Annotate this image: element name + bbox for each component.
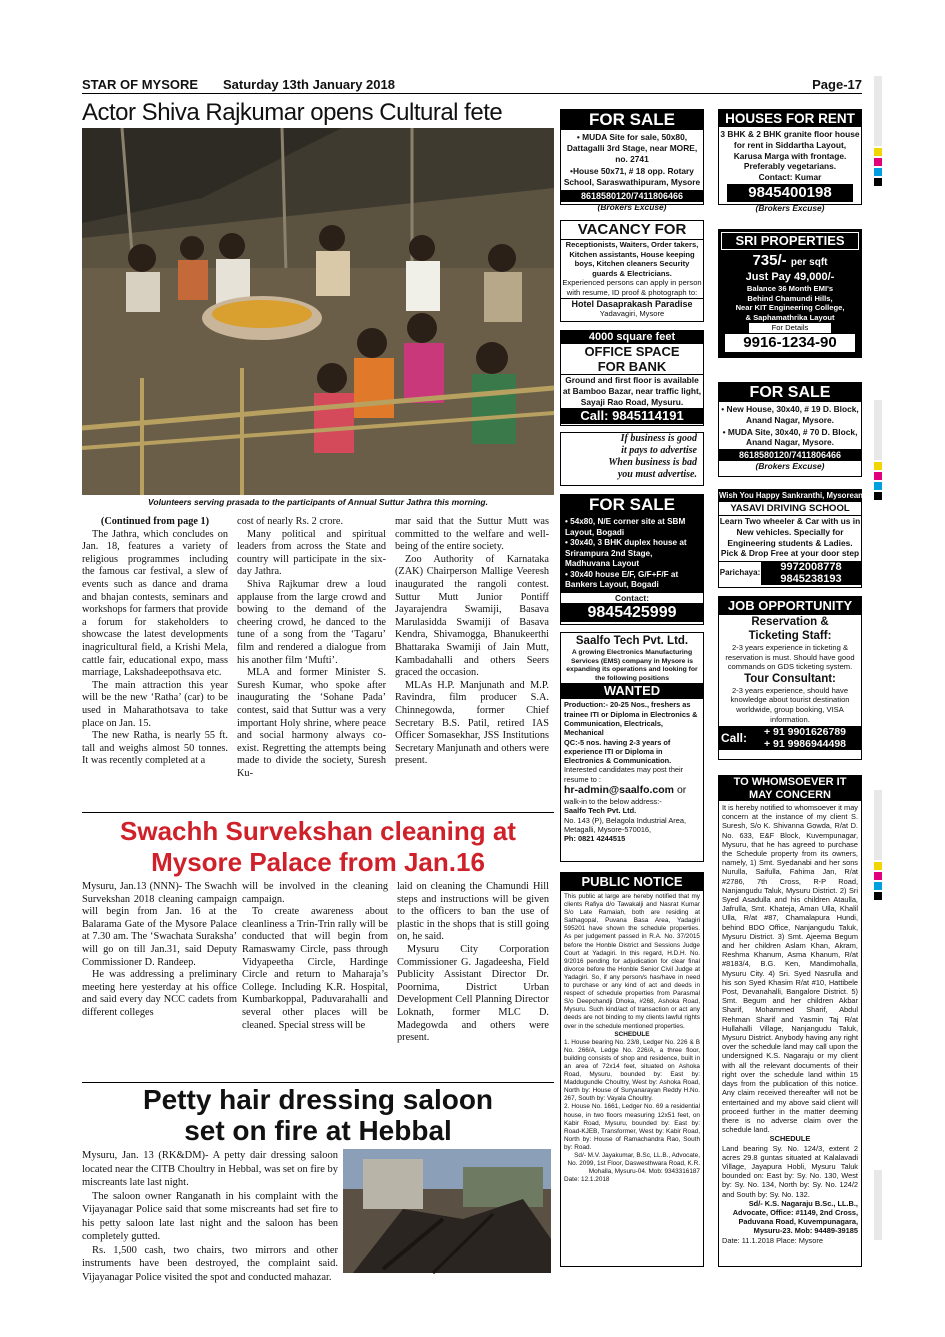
ad-for-sale-1 <box>560 109 704 212</box>
ad-saalfo <box>560 632 704 862</box>
ad-line: you must advertise. <box>617 469 697 480</box>
color-mark <box>874 892 882 900</box>
ad-hotel: Hotel Dasaprakash Paradise <box>561 298 703 310</box>
story1-column-1 <box>82 516 228 810</box>
ad-title: OFFICE SPACE <box>584 344 680 359</box>
ad-vacancy <box>560 220 704 322</box>
ad-title: PUBLIC NOTICE <box>561 873 703 891</box>
ad-contact-label: Contact: <box>615 592 649 603</box>
ad-line: Just Pay 49,000/- <box>745 271 835 283</box>
ad-line: Experienced persons can apply in person with resume, ID proof & photograph to: <box>562 278 702 297</box>
ad-line: Tour Consultant: <box>744 672 836 685</box>
schedule-item: Land bearing Sy. No. 124/3, extent 2 acres 29.8 guntas situated at Kalalavadi Village, Jayapura Hobli, Mysuru Taluk bounded on: East by: Sy. No. 130, West by: Sy. No. 134, North by: Sy. No. 124/2 and South by: Sy. No. 132. <box>722 1143 858 1199</box>
schedule-heading: SCHEDULE <box>769 1134 811 1144</box>
ad-contact: Contact: Kumar <box>758 172 822 183</box>
continued-note: (Continued from page 1) <box>100 516 210 527</box>
ad-line: or <box>676 784 687 797</box>
color-mark <box>874 872 882 880</box>
story2-column-2 <box>242 881 388 1081</box>
ad-phone: 9916-1234-90 <box>725 334 855 352</box>
ad-phone: 9972008778 <box>780 561 842 574</box>
ad-phone: 9845400198 <box>727 184 853 202</box>
ad-banner: Wish You Happy Sankranthi, Mysoreans <box>719 491 868 500</box>
ad-phone: 9845238193 <box>780 572 842 585</box>
paragraph: Mysuru City Corporation Commissioner G. Jagadeesha, Field Publicity Assistant Director Dr. Poornima, District Urban Development Cell Planning Director Loknath, former MLC D. Madegowda and others were present. <box>397 943 549 1044</box>
paragraph: cost of nearly Rs. 2 crore. <box>237 516 344 527</box>
paragraph: To create awareness about cleanliness a Trin-Trin rally will be conducted that will begin from Ramaswamy Circle, pass through Vidyapeetha Circle, Hardinge Circle and return to Maharaja’s College. Including K.R. Hospital, Kumbarkoppal, Paduvarahalli and several other places will be cleaned. Special stress will be <box>242 906 388 1031</box>
ad-title: TO WHOMSOEVER IT <box>719 776 861 789</box>
ad-for-sale-2 <box>560 494 704 625</box>
paragraph: The Jathra, which concludes on Jan. 18, features a variety of religious programmes including the famous car festival, a slew of events such as dance and drama and bhajan contests, seminars and workshops for farmers that provide a forum for stakeholders to showcase the latest developments inagricultural field, a Krishi Mela, cattle fair, educational expo, mass marriage, Lakshadeepothsava etc. <box>82 528 228 679</box>
ad-title: JOB OPPORTUNITY <box>719 597 861 615</box>
ad-note: (Brokers Excuse) <box>755 461 825 472</box>
ad-title: FOR SALE <box>719 383 861 402</box>
ad-line: • New House, 30x40, # 19 D. Block, Anand Nagar, Mysore. <box>721 404 859 425</box>
ad-line: 2-3 years experience, should have knowledge about tourist destination worldwide, group booking, VISA information. <box>730 685 850 724</box>
ad-line: For Details <box>749 323 831 333</box>
color-mark <box>874 862 882 870</box>
page-number: Page-17 <box>812 77 862 92</box>
registration-strip <box>874 76 882 146</box>
ad-yasavi-driving-school <box>718 489 868 588</box>
color-mark <box>874 158 882 166</box>
ad-label: Call: <box>720 730 747 745</box>
registration-strip <box>874 400 882 460</box>
ad-phone: Ph: 0821 4244515 <box>564 834 626 844</box>
ad-line: Ground and first floor is available at Bamboo Bazar, near traffic light, Sayaji Rao Road, Mysuru. <box>562 375 702 407</box>
color-mark <box>874 148 882 156</box>
ad-place: Yadavagiri, Mysore <box>599 309 665 319</box>
story2-headline-line1: Swachh Survekshan cleaning at <box>120 816 516 846</box>
ad-line: Pick & Drop Free at your door step <box>720 548 860 559</box>
issue-date: Saturday 13th January 2018 <box>223 77 395 92</box>
ad-houses-for-rent <box>718 109 862 213</box>
ad-line: If business is good <box>620 433 697 444</box>
ad-line: 3 BHK & 2 BHK granite floor house for rent in Siddartha Layout, Karusa Marga with frontage. Preferably vegetarians. <box>720 129 860 172</box>
paragraph: MLAs H.P. Manjunath and M.P. Ravindra, film producer S.A. Chinnegowda, former Chief Secretary B.S. Patil, retired IAS Officer Somasekhar, JSS Institutions Secretary Manjunath and others were present. <box>395 679 549 767</box>
ad-phone: 8618580120/7411806466 <box>561 190 703 202</box>
ad-title: MAY CONCERN <box>719 789 861 802</box>
ad-line: & Saphamathrika Layout <box>745 312 835 322</box>
ad-title: FOR SALE <box>561 495 703 515</box>
ad-line: Reservation & <box>751 616 829 628</box>
paragraph: Rs. 1,500 cash, two chairs, two mirrors and other instruments have been destroyed, the complaint said. Vijayanagar Police visited the spot and conducted mahazar. <box>82 1244 338 1283</box>
ad-label: Parichaya: <box>719 568 761 578</box>
paragraph: Mysuru, Jan.13 (NNN)- The Swachh Survekshan 2018 cleaning campaign will begin from Jan. 16 at the Balarama Gate of the Mysore Palace at 7.30 am. The ‘Swachata Suraksha’ will go on till Jan.31, said Deputy Commissioner D. Randeep. <box>82 881 237 968</box>
notice-body: This public at large are hereby notified that my clients Rafiya d/o Tawakalji and Nasrat Kumar S/o Late Ramaiah, both are residing at Sathagopal, Puvana Basa Area, Yadagiri 595201 have shown the schedule properties. As per judgement passed in R.A. No. 37/2015 before the Honble District and Sessions Judge Court at Yadagiri. In this regard, H.D.H. No. 9/2016 pending for adjudication for clear final divorce before the Honble Senior Civil Judge at Yadagiri. So, if any person/s has/have in need to purchase or any kind of act and deeds in respect of schedule properties from Parasmal S/o Deepchandji Dhoka, #268, Ashoka Road, Mysuru. Such kind/act of transaction or act any deeds are not binding to my clients lawful rights over in the schedule mentioned properties. <box>564 893 700 1030</box>
story1-column-3 <box>395 516 549 810</box>
ad-title: HOUSES FOR RENT <box>719 110 861 127</box>
ad-line: Interested candidates may post their resume to : <box>564 765 684 784</box>
paragraph: laid on cleaning the Chamundi Hill steps and instructions will be given to the officers to ban the use of plastic in the shops that is still going on, he said. <box>397 881 549 943</box>
ad-note: (Brokers Excuse) <box>755 202 825 213</box>
ad-line: • MUDA Site for sale, 50x80, Dattagalli 3rd Stage, near MORE, no. 2741 <box>566 132 698 164</box>
saloon-fire-photo <box>343 1149 551 1273</box>
color-mark <box>874 482 882 490</box>
ad-line: • 30x40, 3 BHK duplex house at Srirampura 2nd Stage, Madhuvana Layout <box>565 538 687 568</box>
ad-line: • 30x40 house E/F, G/F+F/F at Bankers Layout, Bogadi <box>565 569 679 589</box>
ad-line: Saalfo Tech Pvt. Ltd. <box>564 806 637 816</box>
ad-line: QC:-5 nos. having 2-3 years of experience ITI or Diploma in Electronics & Communication. <box>564 737 672 766</box>
color-mark <box>874 472 882 480</box>
story2-headline-line2: Mysore Palace from Jan.16 <box>151 847 485 877</box>
ad-phone: Call: 9845114191 <box>561 408 703 424</box>
paragraph: The saloon owner Ranganath in his complaint with the Vijayanagar Police said that some miscreants had set fire to his petty saloon late last night and the saloon has been completely gutted. <box>82 1190 338 1242</box>
ad-phone: 9845425999 <box>561 603 703 622</box>
ad-phone: 8618580120/7411806466 <box>719 449 861 461</box>
story3-body <box>82 1149 339 1283</box>
advocate-signature: Sd/- K.S. Nagaraju B.Sc., LL.B., Advocate, Office: #1149, 2nd Cross, Paduvana Road, Kuvempunagara, Mysuru-23. Mob: 94489-39185 <box>732 1198 858 1236</box>
advocate-signature: Sd/- M.V. Jayakumar, B.Sc, LL.B., Advocate, No. 2099, 1st Floor, Daswesthwara Road, K.R. Mohalla, Mysuru-04. Mob: 9343316187 <box>567 1152 700 1176</box>
ad-line: • 54x80, N/E corner site at SBM Layout, Bogadi <box>565 517 686 537</box>
story1-column-2 <box>237 516 386 810</box>
divider <box>82 812 554 813</box>
ad-line: Near KIT Engineering College, <box>735 303 845 313</box>
company-name: Saalfo Tech Pvt. Ltd. <box>575 635 689 647</box>
ad-title: 4000 square feet <box>561 331 703 344</box>
paper-name: STAR OF MYSORE <box>82 77 199 92</box>
ad-title: FOR SALE <box>561 110 703 130</box>
paragraph: Many political and spiritual leaders from across the State and country will participate in the six-day Jathra. <box>237 528 386 578</box>
ad-to-whomsoever <box>718 775 862 1267</box>
ad-line: When business is bad <box>608 457 697 468</box>
ad-line: Learn Two wheeler & Car with us in New vehicles. Specially for Engineering students & Ladies. <box>719 516 861 548</box>
ad-phone: + 91 9901626789 <box>763 726 847 739</box>
ad-sri-properties <box>718 229 862 358</box>
schedule-item: 2. House No. 1661, Ledger No. 69 a residential house, in two floors measuring 12x51 feet, on Kabir Road, Mysuru, bounded by: East by: Road-KJEB, Transformer, West by: Kabir Road, North by: House of Ramachandra Rao, South by: Road. <box>564 1103 700 1151</box>
ad-business-quote <box>560 432 704 486</box>
paragraph: Zoo Authority of Karnataka (ZAK) Chairperson Mallige Veeresh inaugurated the rangoli contest. Suttur Mutt Junior Pontiff Jayarajendra Swamiji, Basava Marulasidda Swamiji of Basava Kendra, Shivamogga, Bhanukeerthi Bhattaraka Swamiji of Jain Mutt, Kambadahalli and others Seers graced the occasion. <box>395 553 549 679</box>
paragraph: mar said that the Suttur Mutt was committed to the welfare and well-being of the entire society. <box>395 516 549 553</box>
paragraph: The new Ratha, is nearly 55 ft. tall and weighs almost 50 tonnes. It was recently completed at a <box>82 730 228 767</box>
color-mark <box>874 882 882 890</box>
story1-caption: Volunteers serving prasada to the participants of Annual Suttur Jathra this morning. <box>148 497 488 507</box>
ad-phone: + 91 9986944498 <box>763 738 847 751</box>
jathra-crowd-photo <box>82 128 554 495</box>
ad-public-notice <box>560 872 704 1267</box>
notice-date: Date: 11.1.2018 Place: Mysore <box>722 1235 823 1245</box>
paragraph: Mysuru, Jan. 13 (RK&DM)- A petty dair dressing saloon located near the CITB Choultry in Hebbal, was set on fire by miscreants late last night. <box>82 1150 339 1188</box>
paragraph: He was addressing a preliminary meeting here yesterday at his office and said every day NCC cadets from different colleges <box>82 969 237 1018</box>
registration-strip <box>874 1170 882 1240</box>
ad-line: No. 143 (P), Belagola Industrial Area, Metagalli, Mysore-570016, <box>564 815 687 834</box>
color-mark <box>874 492 882 500</box>
ad-title: VACANCY FOR <box>561 221 703 240</box>
ad-job-opportunity <box>718 596 862 760</box>
ad-line: •House 50x71, # 18 opp. Rotary School, Saraswathipuram, Mysore <box>563 166 701 188</box>
ad-title: WANTED <box>561 683 703 699</box>
notice-date: Date: 12.1.2018 <box>564 1176 610 1184</box>
story1-headline: Actor Shiva Rajkumar opens Cultural fete <box>82 99 503 126</box>
ad-title: FOR BANK <box>597 359 667 374</box>
story2-column-1 <box>82 881 237 1081</box>
color-mark <box>874 462 882 470</box>
ad-line: Receptionists, Waiters, Order takers, Kitchen assistants, House keeping boys, Kitchen cleaners Security guards & Electricians. <box>565 240 699 278</box>
paragraph: MLA and former Minister S. Suresh Kumar, who spoke after inaugurating the ‘Sohane Pada’ contest, said that Suttur was a very important Holy shrine, where peace and social harmony always co-exist. Regretting the attempts being made to divide the society, Suresh Ku- <box>237 667 386 779</box>
ad-title: SRI PROPERTIES <box>721 232 859 250</box>
ad-line: it pays to advertise <box>621 445 697 456</box>
story1-photo <box>82 128 554 495</box>
ad-note: (Brokers Excuse) <box>597 201 667 212</box>
schedule-heading: SCHEDULE <box>614 1030 650 1038</box>
story3-headline-line2: set on fire at Hebbal <box>184 1115 452 1146</box>
ad-office-space <box>560 330 704 426</box>
ad-line: Behind Chamundi Hills, <box>747 293 833 303</box>
ad-line: Production:- 20-25 Nos., freshers as trainee ITI or Diploma in Electronics & Communication, Electricals, Mechanical <box>564 700 698 738</box>
ad-for-sale-3 <box>718 382 862 477</box>
ad-line: Balance 36 Month EMI's <box>746 284 834 293</box>
ad-line: • MUDA Site, 30x40, # 70 D. Block, Anand Nagar, Mysore. <box>722 426 858 448</box>
price-unit: per sqft <box>790 257 828 268</box>
color-mark <box>874 178 882 186</box>
paragraph: The main attraction this year will be the new ‘Ratha’ (car) to be used in Maharathotsava to take place on Jan. 15. <box>82 679 228 729</box>
ad-line: 2-3 years experience in ticketing & reservation is must. Should have good commands on GDS ticketing system. <box>725 643 855 672</box>
story2-column-3 <box>397 881 549 1081</box>
ad-line: A growing Electronics Manufacturing Services (EMS) company in Mysore is expanding its operations and looking for the following positions <box>566 649 698 682</box>
registration-strip <box>874 790 882 860</box>
notice-body: It is hereby notified to whomsoever it may concern at the instance of my client S. Suresh, S/o K. Shivanna Gowda, R/at D. No. 633, E&F Block, Kuvempunagar, Mysuru, that he has agreed to purchase the Schedule property from its owners, namely, 1) Smt. Syedanabi and her sons Nurulla, Saifulla, Fahima Jan, R/at #2786, 7th Cross, R-P Road, Nanjangudu Taluk, Mysuru District. 2) Sri Syed Asadulla and his children Ataulla, Jafrulla, Smt. Khateja, Aman Ulla, Khalil Ulla, R/at #87, Chamalapura Hundi, behind BDO Office, Nanjangudu Taluk, Mysuru District. 3) Smt. Ajeema Begum and her children Aslam Khan, Akram, Reshma Khanum, Asma Khanum, R/at #8183/4, B.G. Ken, Mandimohalla, Mysuru City. 4) Sri. Syed Nasrulla and his son Syed Khasim R/at #10, Hattibele Post, Devanahalli, Bangalore District. 5) Smt. Begum and her children Akbar Sharif, Mohammed Sharif, Abdul Rehman Sharif and Yasmin Taj R/at Hullahalli Village, Nanjangudu Taluk, Mysuru District. Anybody having any right over the schedule land may call upon the undersigned K.S. Nagaraju or my client with all the relevant documents of their right over the schedule land within 15 days from the publication of this notice. Any claim received thereafter will not be entertained and my above said client will proceed further in the matter deeming there is no adverse claim over the schedule land. <box>722 803 858 1135</box>
ad-line: walk-in to the below address:- <box>564 797 662 807</box>
price: 735/- <box>752 252 787 269</box>
color-mark <box>874 168 882 176</box>
story3-headline-line1: Petty hair dressing saloon <box>142 1084 494 1115</box>
burnt-saloon-image <box>343 1149 551 1273</box>
schedule-item: 1. House bearing No. 23/8, Ledger No. 226 & B No. 266/A, Ledge No. 226/A, a three floor, building consists of shop and residence, built in an area of 72x14 feet, situated on Ashoka Road, Mysuru, bounded by: East by: Maddugundle Choultry, West by: Ashoka Road, North by: House of Suryanarayan Reddy H.No. 267, South by: Vayala Choultry. <box>564 1038 700 1103</box>
page-header <box>82 76 862 94</box>
paragraph: Shiva Rajkumar drew a loud applause from the large crowd and bowing to the demand of the cheering crowd, he danced to the tune of a song from the ‘Tagaru’ film and rendered a dialogue from his another film ‘Mufti’. <box>237 578 386 666</box>
email-link[interactable]: hr-admin@saalfo.com <box>564 784 675 797</box>
paragraph: will be involved in the cleaning campaign. <box>242 881 388 905</box>
ad-title: YASAVI DRIVING SCHOOL <box>719 502 861 516</box>
ad-line: Ticketing Staff: <box>748 630 832 642</box>
